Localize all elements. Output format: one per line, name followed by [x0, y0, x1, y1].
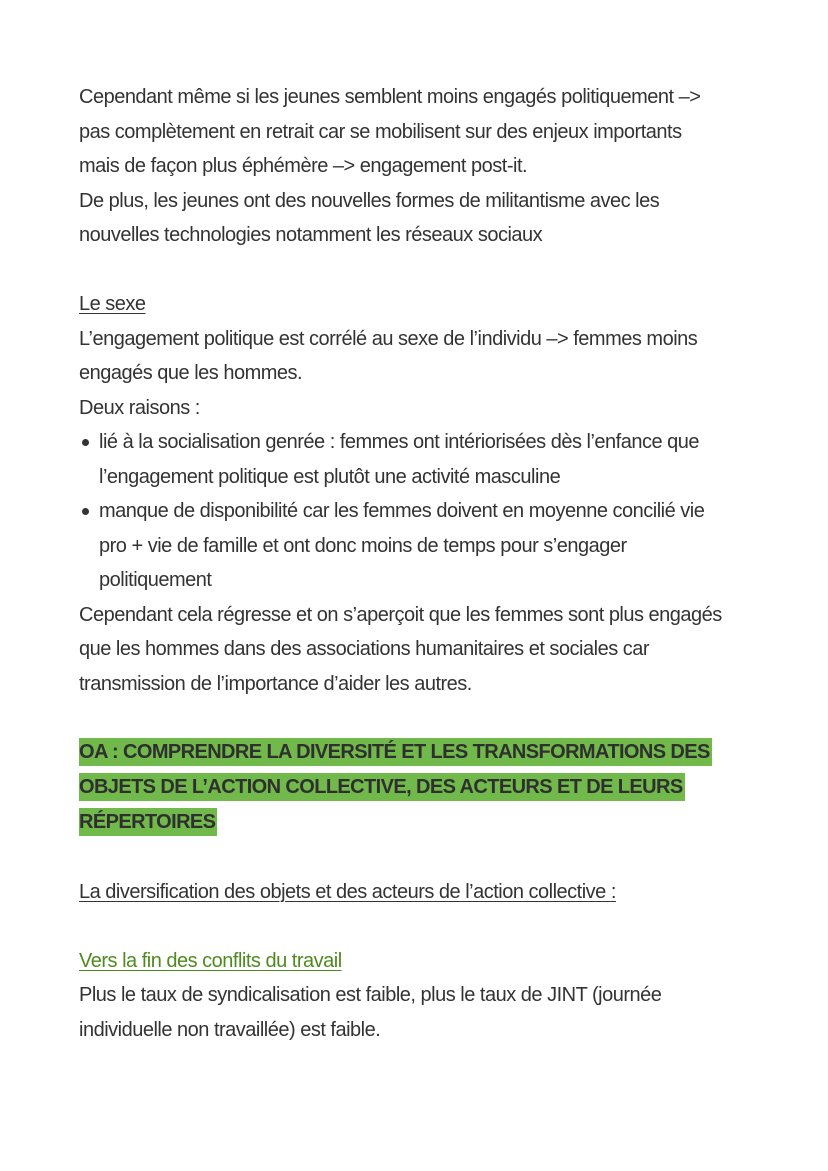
text-line: L’engagement politique est corrélé au sexe de l’individu –> femmes moins	[79, 327, 698, 350]
heading-oa-line: RÉPERTOIRES	[79, 808, 217, 836]
text-line: manque de disponibilité car les femmes doivent en moyenne concilié vie	[99, 500, 705, 522]
subheading-diversification: La diversification des objets et des acteurs de l’action collective :	[79, 880, 616, 903]
heading-oa-line: OA : COMPRENDRE LA DIVERSITÉ ET LES TRANSFORMATIONS DES	[79, 738, 712, 766]
bullet-icon	[82, 508, 89, 515]
text-line: individuelle non travaillée) est faible.	[79, 1018, 381, 1041]
spacer	[79, 253, 768, 288]
text-line: Deux raisons :	[79, 396, 200, 419]
text-line: mais de façon plus éphémère –> engagement post-it.	[79, 155, 528, 177]
heading-oa-line: OBJETS DE L’ACTION COLLECTIVE, DES ACTEURS ET DE LEURS	[79, 773, 685, 801]
text-line: que les hommes dans des associations humanitaires et sociales car	[79, 638, 650, 660]
reasons-list	[79, 425, 768, 598]
spacer	[79, 909, 768, 944]
text-line: transmission de l’importance d’aider les autres.	[79, 672, 472, 695]
text-line: lié à la socialisation genrée : femmes ont intériorisées dès l’enfance que	[99, 431, 700, 453]
bullet-icon	[82, 439, 89, 446]
list-item	[79, 494, 768, 598]
text-line: pro + vie de famille et ont donc moins de temps pour s’engager	[99, 534, 627, 557]
spacer	[79, 701, 768, 725]
text-line: pas complètement en retrait car se mobilisent sur des enjeux importants	[79, 120, 682, 143]
text-line: engagés que les hommes.	[79, 362, 303, 384]
text-line: nouvelles technologies notamment les réseaux sociaux	[79, 224, 543, 246]
text-line: Cependant cela régresse et on s’aperçoit que les femmes sont plus engagés	[79, 603, 722, 626]
section-sexe	[79, 287, 768, 701]
heading-oa	[79, 735, 759, 840]
text-line: De plus, les jeunes ont des nouvelles formes de militantisme avec les	[79, 189, 660, 212]
text-line: Cependant même si les jeunes semblent moins engagés politiquement –>	[79, 86, 701, 108]
subheading-conflits-travail: Vers la fin des conflits du travail	[79, 949, 342, 972]
text-line: Plus le taux de syndicalisation est faible, plus le taux de JINT (journée	[79, 984, 662, 1006]
text-line: l’engagement politique est plutôt une activité masculine	[99, 465, 561, 488]
paragraph-jint	[79, 978, 768, 1047]
paragraph-youth	[79, 80, 768, 253]
spacer	[79, 840, 768, 875]
list-item	[79, 425, 768, 494]
section-title-sexe: Le sexe	[79, 293, 146, 315]
text-line: politiquement	[99, 569, 212, 591]
